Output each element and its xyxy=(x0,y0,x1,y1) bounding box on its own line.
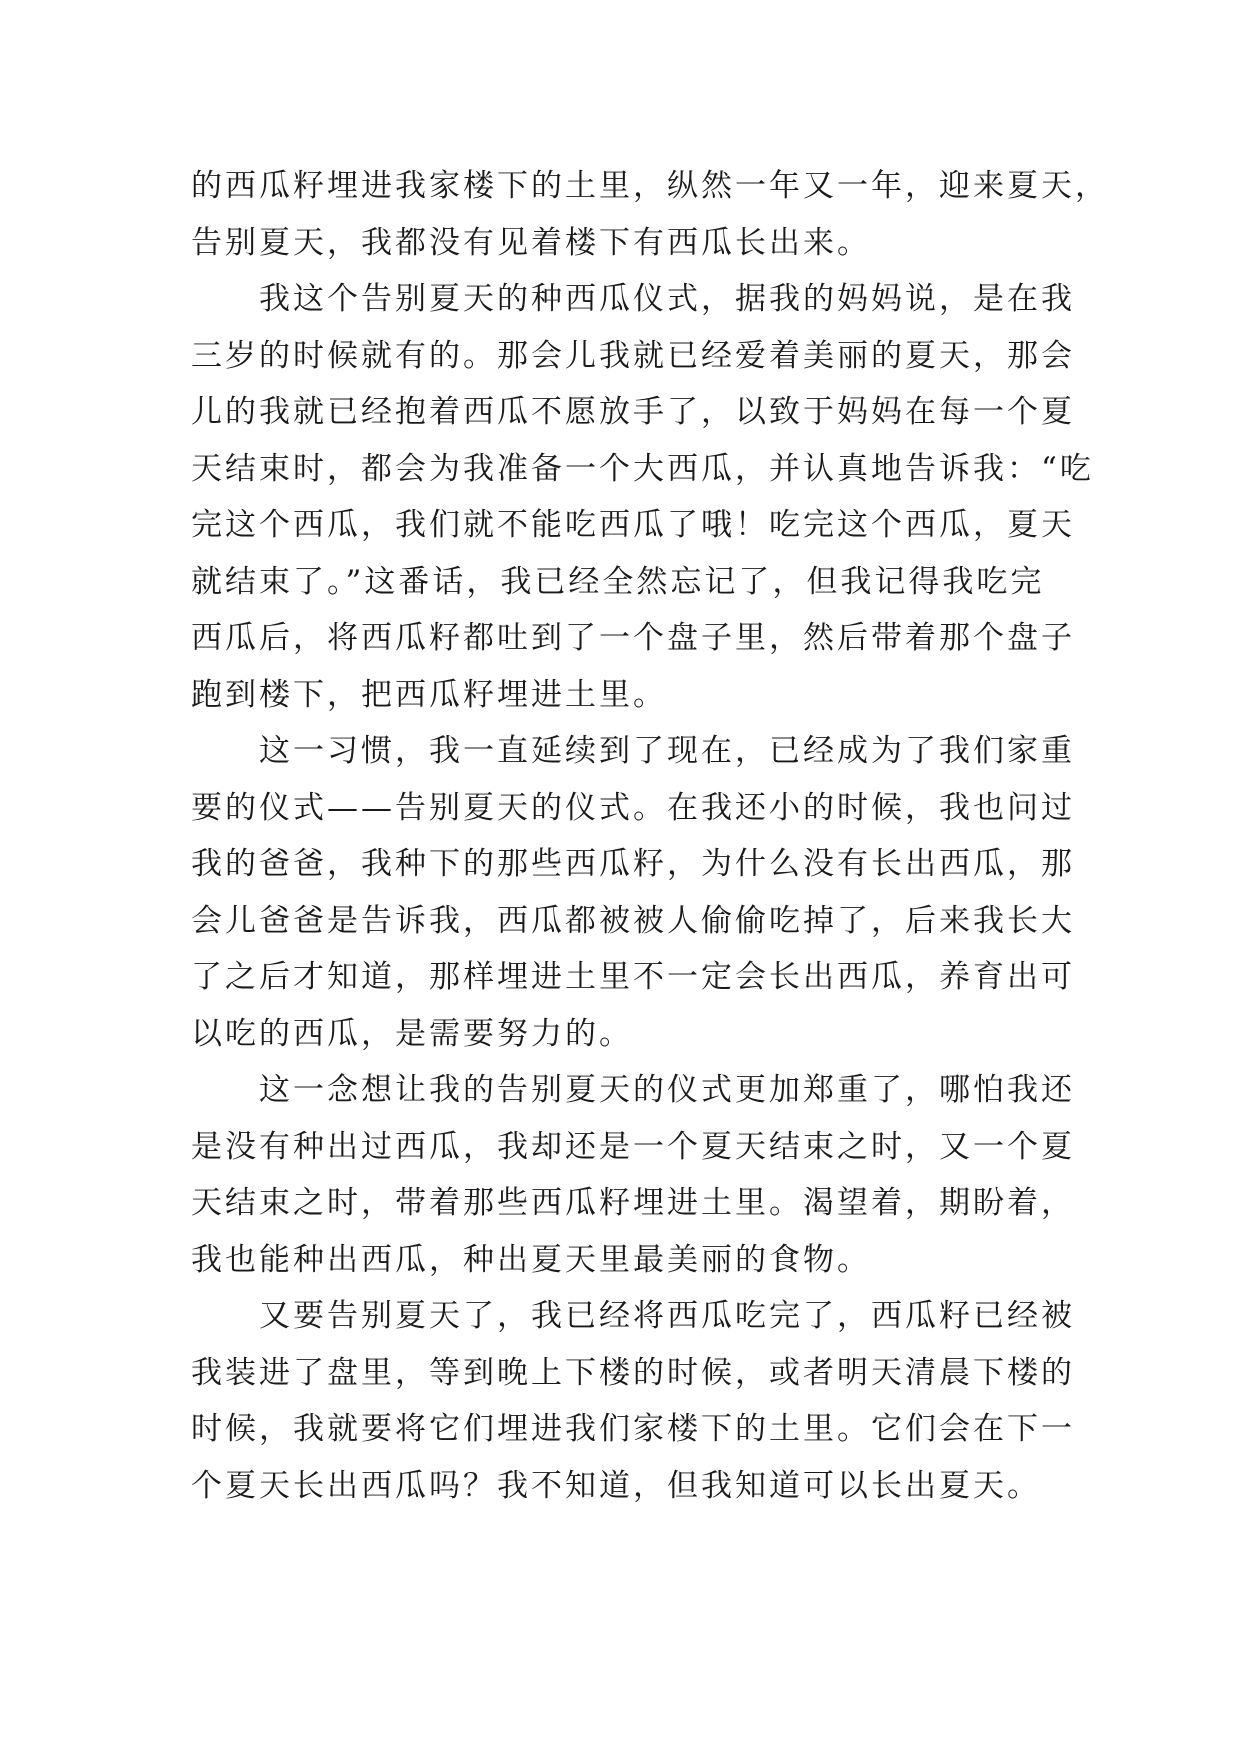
text-line: 完这个西瓜，我们就不能吃西瓜了哦！吃完这个西瓜，夏天 xyxy=(191,507,1075,543)
text-line: 天结束时，都会为我准备一个大西瓜，并认真地告诉我：“吃 xyxy=(191,450,1094,487)
text-line: 的西瓜籽埋进我家楼下的土里，纵然一年又一年，迎来夏天， xyxy=(191,168,1109,204)
text-line: 三岁的时候就有的。那会儿我就已经爱着美丽的夏天，那会 xyxy=(191,337,1075,374)
text-line: 跑到楼下，把西瓜籽埋进土里。 xyxy=(191,676,667,713)
text-line: 我装进了盘里，等到晚上下楼的时候，或者明天清晨下楼的 xyxy=(191,1354,1075,1391)
text-line: 以吃的西瓜，是需要努力的。 xyxy=(191,1015,633,1052)
text-line: 时候，我就要将它们埋进我们家楼下的土里。它们会在下一 xyxy=(191,1411,1075,1447)
text-line: 是没有种出过西瓜，我却还是一个夏天结束之时，又一个夏 xyxy=(191,1128,1075,1165)
text-line: 又要告别夏天了，我已经将西瓜吃完了，西瓜籽已经被 xyxy=(191,1298,1075,1334)
text-line: 我这个告别夏天的种西瓜仪式，据我的妈妈说，是在我 xyxy=(191,281,1075,317)
text-line: 天结束之时，带着那些西瓜籽埋进土里。渴望着，期盼着， xyxy=(191,1185,1075,1221)
text-line: 个夏天长出西瓜吗？我不知道，但我知道可以长出夏天。 xyxy=(191,1467,1041,1504)
text-line: 告别夏天，我都没有见着楼下有西瓜长出来。 xyxy=(191,224,871,261)
text-line: 西瓜后，将西瓜籽都吐到了一个盘子里，然后带着那个盘子 xyxy=(191,620,1075,656)
text-line: 这一习惯，我一直延续到了现在，已经成为了我们家重 xyxy=(191,733,1075,769)
text-line: 就结束了。”这番话，我已经全然忘记了，但我记得我吃完 xyxy=(191,563,1045,600)
text-line: 儿的我就已经抱着西瓜不愿放手了，以致于妈妈在每一个夏 xyxy=(191,394,1075,430)
text-line: 这一念想让我的告别夏天的仪式更加郑重了，哪怕我还 xyxy=(191,1072,1075,1108)
text-line: 了之后才知道，那样埋进土里不一定会长出西瓜，养育出可 xyxy=(191,959,1075,995)
document-body xyxy=(191,158,1109,1514)
text-line: 我的爸爸，我种下的那些西瓜籽，为什么没有长出西瓜，那 xyxy=(191,846,1075,882)
text-line: 会儿爸爸是告诉我，西瓜都被被人偷偷吃掉了，后来我长大 xyxy=(191,902,1075,939)
text-line: 我也能种出西瓜，种出夏天里最美丽的食物。 xyxy=(191,1241,871,1278)
text-line: 要的仪式——告别夏天的仪式。在我还小的时候，我也问过 xyxy=(191,789,1075,826)
